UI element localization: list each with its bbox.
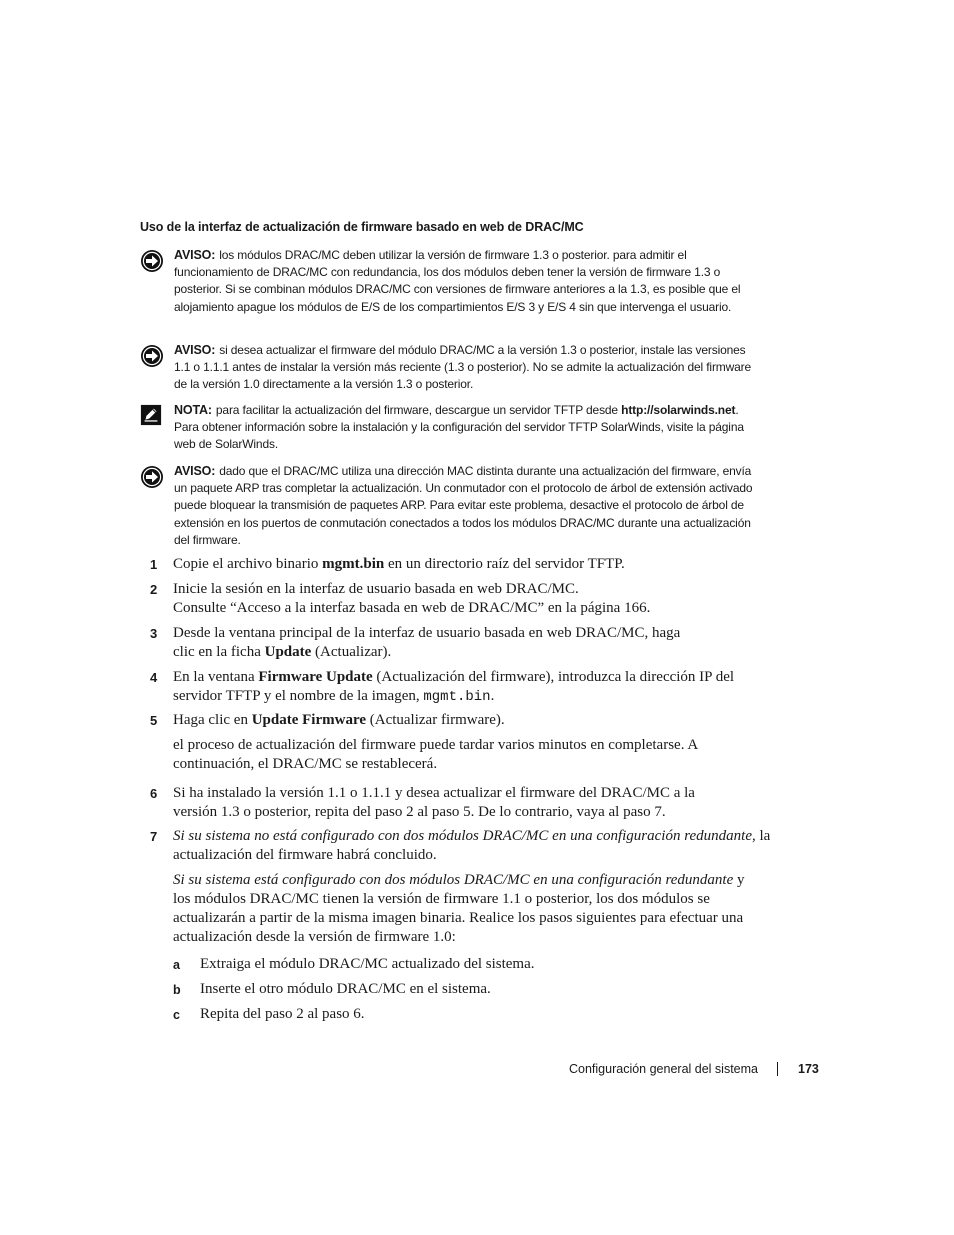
step-7 <box>150 827 780 865</box>
substep-b <box>173 980 773 999</box>
notice-aviso-1 <box>140 247 760 316</box>
step-number: 4 <box>150 670 158 685</box>
ui-term: Firmware Update <box>258 669 373 685</box>
ui-term: Update <box>264 644 312 660</box>
note-text <box>174 402 760 454</box>
step-number: 5 <box>150 713 158 728</box>
substep-a <box>173 955 773 974</box>
substep-letter: b <box>173 983 181 997</box>
step-number: 6 <box>150 786 158 801</box>
step-number: 1 <box>150 557 158 572</box>
substep-c <box>173 1005 773 1024</box>
step-number: 7 <box>150 829 158 844</box>
step-6 <box>150 784 720 822</box>
notice-lead: AVISO: <box>174 343 216 357</box>
ui-term: Update Firmware <box>251 712 366 728</box>
step-text: En la ventana Firmware Update (Actualización del firmware), introduzca la dirección IP del servidor TFTP y el nombre de la imagen, mgmt.bin. <box>173 669 735 705</box>
substep-text: Extraiga el módulo DRAC/MC actualizado del sistema. <box>200 956 535 972</box>
notice-arrow-icon <box>140 249 164 273</box>
notice-body: si desea actualizar el firmware del módulo DRAC/MC a la versión 1.3 o posterior, instale las versiones 1.1 o 1.1.1 antes de instalar la versión más reciente (1.3 o posterior). No se admite la actualización del firmware de la versión 1.0 directamente a la versión 1.3 o posterior. <box>174 343 752 392</box>
step-4 <box>150 668 750 707</box>
notice-aviso-2 <box>140 342 760 394</box>
step-number: 3 <box>150 626 158 641</box>
note-lead: NOTA: <box>174 403 212 417</box>
step-text: Si ha instalado la versión 1.1 o 1.1.1 y desea actualizar el firmware del DRAC/MC a la versión 1.3 o posterior, repita del paso 2 al paso 5. De lo contrario, vaya al paso 7. <box>173 785 695 820</box>
page-number: 173 <box>798 1062 819 1076</box>
notice-arrow-icon <box>140 344 164 368</box>
notice-text <box>174 247 760 316</box>
notice-text <box>174 463 760 549</box>
section-heading: Uso de la interfaz de actualización de firmware basado en web de DRAC/MC <box>140 220 584 234</box>
step-text: Haga clic en Update Firmware (Actualizar firmware). <box>173 712 505 728</box>
substep-text: Repita del paso 2 al paso 6. <box>200 1006 365 1022</box>
notice-lead: AVISO: <box>174 464 216 478</box>
step-1 <box>150 555 770 574</box>
note-pencil-icon <box>140 404 162 426</box>
notice-aviso-3 <box>140 463 760 549</box>
substep-letter: a <box>173 958 180 972</box>
step-text: Copie el archivo binario mgmt.bin en un directorio raíz del servidor TFTP. <box>173 556 625 572</box>
notice-body: los módulos DRAC/MC deben utilizar la versión de firmware 1.3 o posterior. para admitir el funcionamiento de DRAC/MC con redundancia, los dos módulos deben tener la versión de firmware 1.3 o posterior. Si se combinan módulos DRAC/MC con versiones de firmware anteriores a la 1.3, es posible que el alojamiento apague los módulos de E/S de los compartimientos E/S 3 y E/S 4 sin que intervenga el usuario. <box>174 248 741 314</box>
step-5 <box>150 711 770 730</box>
step-7-paragraph: Si su sistema está configurado con dos módulos DRAC/MC en una configuración redundante y los módulos DRAC/MC tienen la versión de firmware 1.1 o posterior, los dos módulos se actualizarán a partir de la misma imagen binaria. Realice los pasos siguientes para efectuar una actualización desde la versión de firmware 1.0: <box>173 872 745 945</box>
step-number: 2 <box>150 582 158 597</box>
note-body-before: para facilitar la actualización del firmware, descargue un servidor TFTP desde <box>215 403 622 417</box>
cross-reference: Consulte “Acceso a la interfaz basada en web de DRAC/MC” en la página 166. <box>173 600 651 616</box>
step-3 <box>150 624 690 662</box>
step-2 <box>150 580 770 618</box>
filename: mgmt.bin <box>322 556 385 572</box>
notice-arrow-icon <box>140 465 164 489</box>
step-text: Desde la ventana principal de la interfaz de usuario basada en web DRAC/MC, haga clic en la ficha Update (Actualizar). <box>173 625 681 660</box>
step-5-paragraph: el proceso de actualización del firmware puede tardar varios minutos en completarse. A continuación, el DRAC/MC se restablecerá. <box>173 737 698 772</box>
notice-lead: AVISO: <box>174 248 216 262</box>
note-nota <box>140 402 760 454</box>
page-footer <box>569 1062 819 1076</box>
footer-divider <box>777 1062 778 1076</box>
solarwinds-link[interactable]: http://solarwinds.net <box>621 403 736 417</box>
substep-letter: c <box>173 1008 180 1022</box>
notice-text <box>174 342 760 394</box>
notice-body: dado que el DRAC/MC utiliza una dirección MAC distinta durante una actualización del firmware, envía un paquete ARP tras completar la actualización. Un conmutador con el protocolo de árbol de extensión activado puede bloquear la transmisión de paquetes ARP. Para evitar este problema, desactive el protocolo de árbol de extensión en los puertos de conmutación conectados a todos los módulos DRAC/MC durante una actualización del firmware. <box>174 464 753 547</box>
note-body-after: . Para obtener información sobre la instalación y la configuración del servidor TFTP SolarWinds, visite la página web de SolarWinds. <box>174 403 744 452</box>
code-filename: mgmt.bin <box>423 689 491 705</box>
step-text: Inicie la sesión en la interfaz de usuario basada en web DRAC/MC. Consulte “Acceso a la interfaz basada en web de DRAC/MC” en la página 166. <box>173 581 651 616</box>
substep-text: Inserte el otro módulo DRAC/MC en el sistema. <box>200 981 491 997</box>
footer-section-title: Configuración general del sistema <box>569 1062 758 1076</box>
step-text: Si su sistema no está configurado con dos módulos DRAC/MC en una configuración redundante, la actualización del firmware habrá concluido. <box>173 828 771 863</box>
